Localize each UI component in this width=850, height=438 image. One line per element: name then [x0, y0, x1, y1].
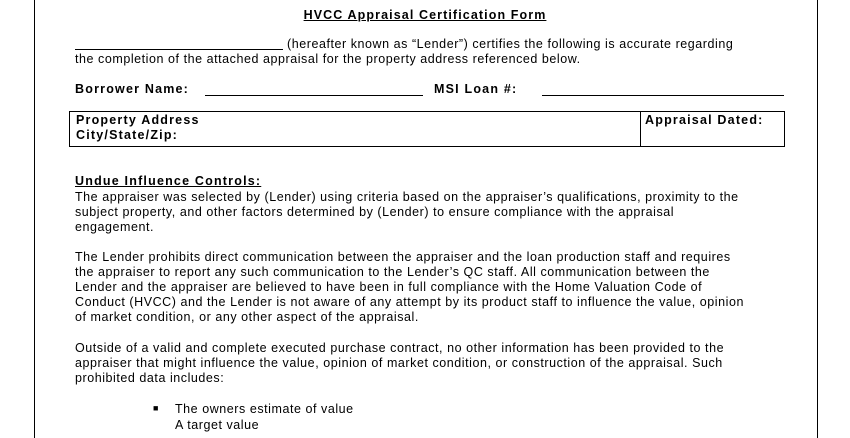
intro-line-1-text: (hereafter known as “Lender”) certifies the following is accurate regarding [283, 37, 734, 51]
section-heading: Undue Influence Controls: [75, 174, 262, 188]
para2-line-5: of market condition, or any other aspect of the appraisal. [75, 310, 419, 324]
para3-line-1: Outside of a valid and complete executed purchase contract, no other information has been provided to the [75, 341, 725, 355]
loan-number-label: MSI Loan #: [434, 82, 518, 96]
borrower-name-label: Borrower Name: [75, 82, 190, 96]
para2-line-1: The Lender prohibits direct communication between the appraiser and the loan production staff and requires [75, 250, 731, 264]
form-title: HVCC Appraisal Certification Form [303, 8, 547, 22]
property-address-label-text: Property Address [76, 113, 200, 127]
para1-line-1: The appraiser was selected by (Lender) using criteria based on the appraiser’s qualifications, proximity to the [75, 190, 739, 204]
intro-line-2: the completion of the attached appraisal for the property address referenced below. [75, 52, 581, 66]
para3-line-3: prohibited data includes: [75, 371, 225, 385]
property-address-label [76, 113, 200, 143]
para2-line-2: the appraiser to report any such communication to the Lender’s QC staff. All communication between the [75, 265, 710, 279]
para1-line-2: subject property, and other factors determined by (Lender) to ensure compliance with the appraisal [75, 205, 675, 219]
bullet-icon: ■ [153, 403, 159, 413]
intro-line-1 [75, 37, 775, 52]
para2-line-3: Lender and the appraiser are believed to have been in full compliance with the Home Valuation Code of [75, 280, 703, 294]
para2-line-4: Conduct (HVCC) and the Lender is not aware of any attempt by its product staff to influence the value, opinion [75, 295, 744, 309]
appraisal-dated-label: Appraisal Dated: [645, 113, 764, 127]
para1-line-3: engagement. [75, 220, 155, 234]
city-state-zip-label: City/State/Zip: [76, 128, 179, 142]
bullet-item-2: A target value [175, 418, 260, 432]
address-box-divider [640, 111, 641, 147]
lender-name-field[interactable] [75, 37, 283, 50]
borrower-name-field[interactable] [205, 95, 423, 96]
bullet-item-1: The owners estimate of value [175, 402, 354, 416]
para3-line-2: appraiser that might influence the value, opinion of market condition, or construction of the appraisal. Such [75, 356, 723, 370]
loan-number-field[interactable] [542, 95, 784, 96]
